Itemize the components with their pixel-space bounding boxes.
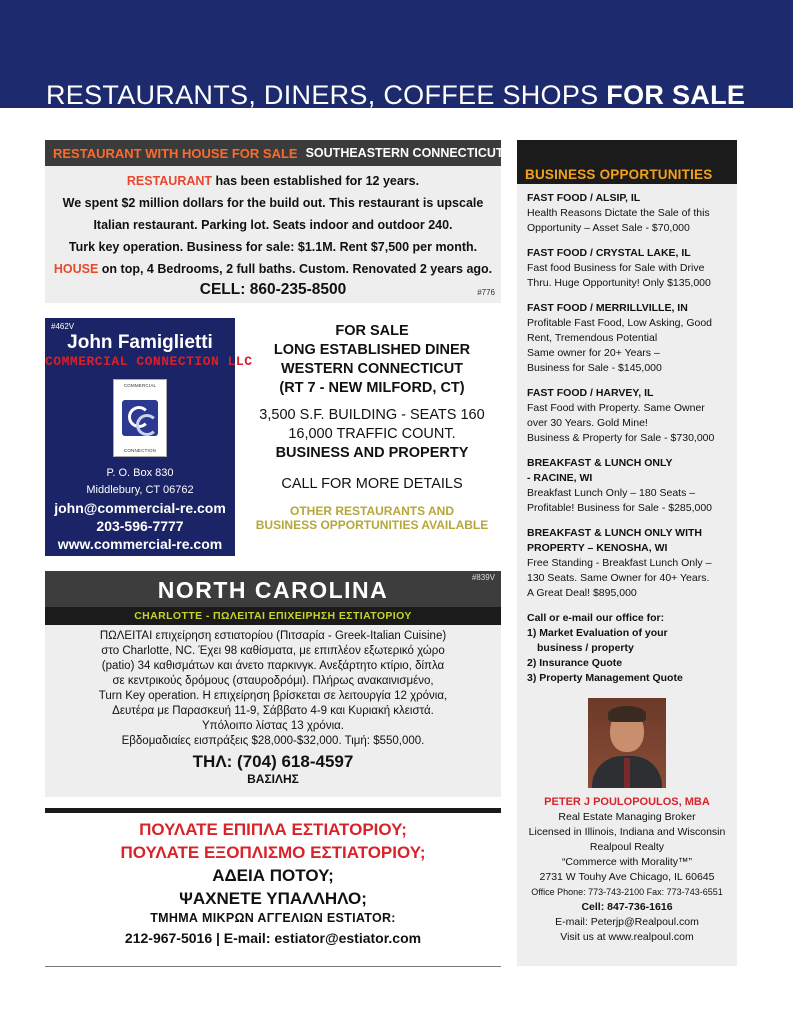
page-title [46,80,745,111]
ad2-diner-details [243,322,501,532]
list-item [527,301,729,376]
list-item-title: - RACINE, WI [527,472,593,484]
list-item-desc: Fast food Business for Sale with Drive [527,262,705,274]
ad-restaurant-with-house [45,140,504,303]
ad1-line5-text: on top, 4 Bedrooms, 2 full baths. Custom. Renovated 2 years ago. [98,262,493,276]
ad1-header [45,140,504,166]
ad2-pobox: P. O. Box 830 [106,467,174,479]
ad2-diner: LONG ESTABLISHED DINER [273,342,471,358]
divider-rule-top [45,808,501,813]
ad1-header-region: SOUTHEASTERN CONNECTICUT [305,146,504,160]
ad1-line1-text: has been established for 12 years. [212,174,420,188]
ad4-line4: ΨΑΧΝΕΤΕ ΥΠΑΛΛΗΛΟ; [179,889,367,908]
ad3-line8: Εβδομαδιαίες εισπράξεις $28,000-$32,000. Τιμή: $550,000. [121,735,425,747]
list-item-desc: Profitable Fast Food, Low Asking, Good [527,317,713,329]
ad2-business: BUSINESS AND PROPERTY [275,445,469,461]
list-item [527,456,729,516]
agent-photo-hair [608,706,646,722]
ad2-agent-card [45,318,253,556]
list-item-title: FAST FOOD / MERRILLVILLE, IN [527,302,688,314]
cta-title: Call or e-mail our office for: [527,612,665,624]
ad3-line2: στο Charlotte, NC. Έχει 98 καθίσματα, με επιπλέον εξωτερικό χώρο [101,645,445,657]
ad-estiator-classifieds [45,818,501,949]
list-item-desc: A Great Deal! $895,000 [527,587,637,599]
ad1-keyword-house: HOUSE [53,262,99,276]
logo-text-bottom: CONNECTION [123,448,157,453]
ad1-line3: Italian restaurant. Parking lot. Seats indoor and outdoor 240. [93,218,453,232]
ad1-cell-phone: CELL: 860-235-8500 [199,281,347,298]
ad1-line1 [45,170,501,192]
agent-role: Real Estate Managing Broker [558,811,696,823]
divider-rule-bottom [45,966,501,967]
ad2-building: 3,500 S.F. BUILDING - SEATS 160 [259,407,485,423]
ad4-line3: ΑΔΕΙΑ ΠΟΤΟΥ; [212,866,334,885]
ad3-line5: Turn Key operation. Η επιχείρηση βρίσκεται σε λειτουργία 12 χρόνια, [98,690,448,702]
ad3-line7: Υπόλοιπο λίστας 13 χρόνια. [202,720,344,732]
agent-name: PETER J POULOPOULOS, MBA [544,796,710,808]
ad1-line2: We spent $2 million dollars for the build out. This restaurant is upscale [62,196,484,210]
ad3-title: NORTH CAROLINA [157,577,389,603]
ad4-line1: ΠΟΥΛΑΤΕ ΕΠΙΠΛΑ ΕΣΤΙΑΤΟΡΙΟΥ; [139,820,407,839]
ad2-call: CALL FOR MORE DETAILS [281,476,463,492]
agent-email[interactable]: E-mail: Peterjp@Realpoul.com [555,916,699,928]
page-title-light: RESTAURANTS, DINERS, COFFEE SHOPS [46,80,599,110]
ad3-contact-name: ΒΑΣΙΛΗΣ [247,772,299,786]
list-item-title: FAST FOOD / HARVEY, IL [527,387,654,399]
list-item-desc: over 30 Years. Gold Mine! [527,417,648,429]
ad2-region: WESTERN CONNECTICUT [280,361,464,377]
sidebar-header [517,140,737,184]
list-item-desc: Same owner for 20+ Years – [527,347,660,359]
ad1-line5 [45,258,501,280]
ad2-email[interactable]: john@commercial-re.com [54,500,226,516]
ad3-line3: (patio) 34 καθισμάτων και άνετο παρκινγκ. Ανεξάρτητο κτίριο, δίπλα [101,660,445,672]
agent-photo-tie [624,758,630,788]
list-item-desc: Breakfast Lunch Only – 180 Seats – [527,487,696,499]
list-item-desc: Health Reasons Dictate the Sale of this [527,207,710,219]
ad3-header [45,571,501,607]
ad2-company-name: COMMERCIAL CONNECTION LLC [45,354,253,369]
list-item-title: PROPERTY – KENOSHA, WI [527,542,668,554]
cc-logo-icon [122,400,158,436]
commercial-connection-logo [113,379,167,457]
agent-address: 2731 W Touhy Ave Chicago, IL 60645 [539,871,715,883]
list-item [527,246,729,291]
list-item-desc: Fast Food with Property. Same Owner [527,402,705,414]
list-item-desc: Thru. Huge Opportunity! Only $135,000 [527,277,711,289]
ad2-city: Middlebury, CT 06762 [86,484,194,496]
sidebar-call-to-action [527,611,729,686]
ad-north-carolina [45,571,501,797]
list-item-desc: Business & Property for Sale - $730,000 [527,432,715,444]
list-item-desc: Profitable! Business for Sale - $285,000 [527,502,713,514]
ad1-header-title: RESTAURANT WITH HOUSE FOR SALE [53,145,298,161]
ad2-other-2: BUSINESS OPPORTUNITIES AVAILABLE [255,518,489,532]
agent-cell: Cell: 847-736-1616 [581,901,673,913]
list-item-title: FAST FOOD / CRYSTAL LAKE, IL [527,247,691,259]
page-title-bold: FOR SALE [606,80,746,110]
list-item-title: FAST FOOD / ALSIP, IL [527,192,641,204]
list-item-desc: Opportunity – Asset Sale - $70,000 [527,222,690,234]
sidebar-title: BUSINESS OPPORTUNITIES [525,167,713,182]
agent-license: Licensed in Illinois, Indiana and Wisconsin [528,826,726,838]
ad4-contact: 212-967-5016 | E-mail: estiator@estiator.com [124,930,422,946]
ad2-website[interactable]: www.commercial-re.com [57,536,223,552]
ad1-ref-number: #776 [477,288,495,297]
ad2-traffic: 16,000 TRAFFIC COUNT. [288,426,456,442]
ad2-phone: 203-596-7777 [96,518,184,534]
cta-item-1b: business / property [537,642,634,654]
ad4-line2: ΠΟΥΛΑΤΕ ΕΞΟΠΛΙΣΜΟ ΕΣΤΙΑΤΟΡΙΟΥ; [120,843,426,862]
ad2-for-sale: FOR SALE [335,323,409,339]
cta-item-3: 3) Property Management Quote [527,672,683,684]
cta-item-1: 1) Market Evaluation of your [527,627,668,639]
list-item [527,191,729,236]
agent-contact [517,794,737,945]
ad3-line6: Δευτέρα με Παρασκευή 11-9, Σάββατο 4-9 και Κυριακή κλειστά. [112,705,434,717]
logo-text-top: COMMERCIAL [123,383,157,388]
ad4-line5: ΤΜΗΜΑ ΜΙΚΡΩΝ ΑΓΓΕΛΙΩΝ ESTIATOR: [150,911,396,925]
ad3-subtitle: CHARLOTTE - ΠΩΛΕΙΤΑΙ ΕΠΙΧΕΙΡΗΣΗ ΕΣΤΙΑΤΟΡΙΟΥ [45,607,501,625]
sidebar-list [517,184,737,686]
ad2-agent-name: John Famiglietti [67,332,213,353]
ad2-other-1: OTHER RESTAURANTS AND [290,504,454,518]
ad2-location: (RT 7 - NEW MILFORD, CT) [279,380,465,396]
ad3-phone: ΤΗΛ: (704) 618-4597 [192,752,354,771]
agent-photo [588,698,666,788]
list-item-desc: Free Standing - Breakfast Lunch Only – [527,557,712,569]
ad3-body [45,625,501,787]
list-item [527,386,729,446]
cta-item-2: 2) Insurance Quote [527,657,623,669]
ad3-line4: σε κεντρικούς δρόμους (σταυροδρόμι). Πλήρως ανακαινισμένο, [112,675,434,687]
agent-phones: Office Phone: 773-743-2100 Fax: 773-743-6551 [531,887,723,897]
sidebar-business-opportunities [517,140,737,966]
agent-company: Realpoul Realty [589,841,665,853]
list-item-desc: Business for Sale - $145,000 [527,362,662,374]
agent-website[interactable]: Visit us at www.realpoul.com [560,931,694,943]
list-item-desc: 130 Seats. Same Owner for 40+ Years. [527,572,710,584]
list-item-title: BREAKFAST & LUNCH ONLY [527,457,673,469]
ad2-address [45,465,235,499]
agent-motto: “Commerce with Morality™” [561,856,693,868]
ad1-line4: Turk key operation. Business for sale: $1.1M. Rent $7,500 per month. [68,240,478,254]
ad3-ref-number: #839V [471,573,495,582]
ad2-ref-number: #462V [51,322,75,331]
list-item [527,526,729,601]
ad3-line1: ΠΩΛΕΙΤΑΙ επιχείρηση εστιατορίου (Πιτσαρία - Greek-Italian Cuisine) [99,630,447,642]
list-item-title: BREAKFAST & LUNCH ONLY WITH [527,527,703,539]
list-item-desc: Rent, Tremendous Potential [527,332,658,344]
ad1-keyword-restaurant: RESTAURANT [126,174,213,188]
